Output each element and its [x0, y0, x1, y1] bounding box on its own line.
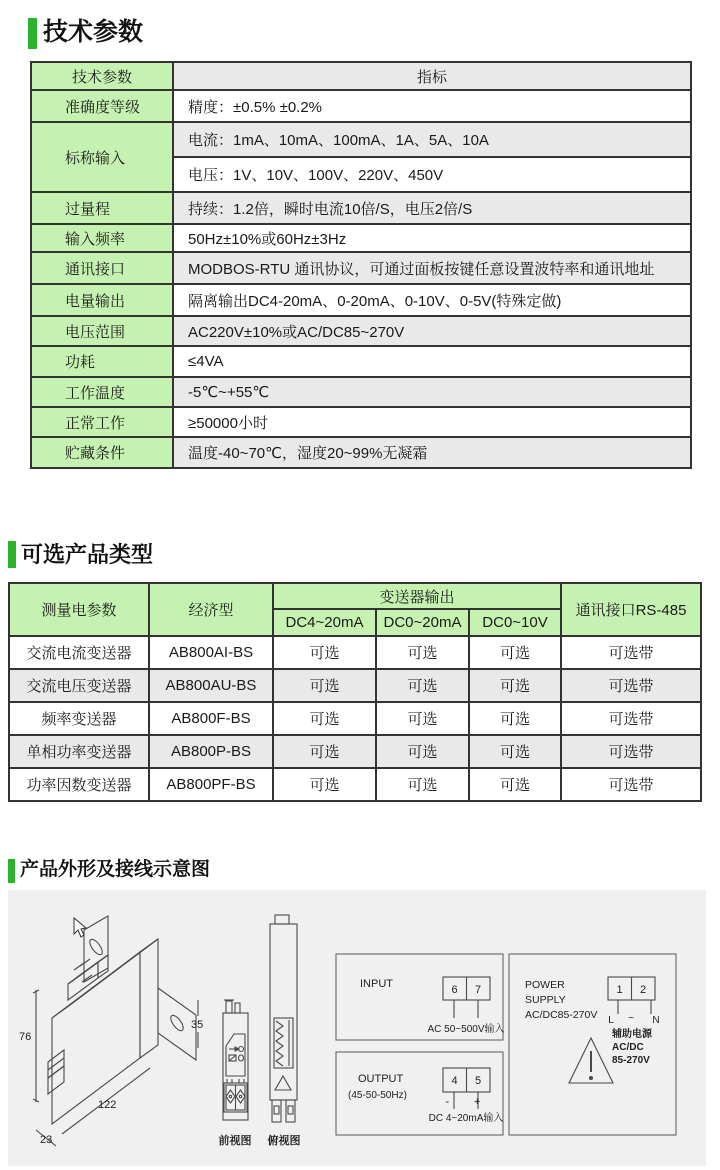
product-opt: 可选 [469, 636, 561, 669]
warning-triangle-icon [569, 1038, 613, 1083]
product-opt: 可选 [273, 669, 376, 702]
param-label: 准确度等级 [31, 90, 173, 122]
input-terminals [443, 977, 490, 1018]
param-label: 功耗 [31, 346, 173, 377]
table-row [31, 192, 691, 224]
col-header-comm: 通讯接口RS-485 [561, 583, 701, 636]
input-title: INPUT [360, 978, 393, 990]
output-minus-label: - [445, 1096, 449, 1108]
product-opt: 可选 [273, 768, 376, 801]
product-opt: 可选 [273, 735, 376, 768]
din-clip [48, 1050, 64, 1094]
param-value: 温度-40~70℃，湿度20~99%无凝霜 [173, 437, 691, 468]
product-opt: 可选 [376, 669, 469, 702]
col-header-out1: DC4~20mA [273, 609, 376, 636]
top-view-drawing [270, 915, 297, 1122]
power-title-line1: POWER [525, 979, 565, 991]
dim-flange-label: 35 [191, 1019, 204, 1031]
param-value: 电流：1mA、10mA、100mA、1A、5A、10A [173, 122, 691, 157]
power-title-line2: SUPPLY [525, 994, 566, 1006]
power-aux-line1: 辅助电源 [612, 1029, 652, 1040]
input-caption: AC 50~500V输入 [427, 1024, 505, 1035]
param-value: MODBOS-RTU 通讯协议，可通过面板按键任意设置波特率和通讯地址 [173, 252, 691, 284]
input-terminal-6: 6 [451, 984, 458, 996]
power-terminals [608, 977, 655, 1014]
outline-wiring-drawing [8, 890, 706, 1166]
product-comm: 可选带 [561, 768, 701, 801]
power-l-label: L [608, 1015, 614, 1026]
param-label: 电量输出 [31, 284, 173, 316]
section-title-products: 可选产品类型 [21, 542, 154, 567]
product-name: 交流电压变送器 [9, 669, 149, 702]
product-model: AB800AU-BS [149, 669, 273, 702]
output-terminals [443, 1068, 490, 1109]
outline-wiring-panel [8, 890, 706, 1166]
table-row [31, 407, 691, 437]
top-view-label: 俯视图 [267, 1135, 301, 1147]
power-n-label: N [652, 1015, 660, 1026]
product-opt: 可选 [376, 702, 469, 735]
tech-header-index: 指标 [173, 62, 691, 90]
product-row [9, 702, 701, 735]
output-terminal-4: 4 [451, 1075, 458, 1087]
product-name: 交流电流变送器 [9, 636, 149, 669]
product-opt: 可选 [469, 702, 561, 735]
product-model: AB800P-BS [149, 735, 273, 768]
param-value: -5℃~+55℃ [173, 377, 691, 407]
col-header-economy: 经济型 [149, 583, 273, 636]
product-name: 单相功率变送器 [9, 735, 149, 768]
table-row [31, 346, 691, 377]
table-row [31, 437, 691, 468]
param-label: 贮藏条件 [31, 437, 173, 468]
param-label: 过量程 [31, 192, 173, 224]
param-label: 输入频率 [31, 224, 173, 252]
product-opt: 可选 [469, 735, 561, 768]
product-name: 功率因数变送器 [9, 768, 149, 801]
section-title-tech: 技术参数 [43, 18, 144, 46]
power-terminal-1: 1 [616, 984, 623, 996]
dim-depth-label: 23 [40, 1134, 53, 1146]
product-row [9, 669, 701, 702]
power-title-line3: AC/DC85-270V [525, 1009, 598, 1021]
table-row [9, 583, 701, 609]
product-opt: 可选 [376, 636, 469, 669]
power-terminal-2: 2 [639, 984, 647, 996]
product-row [9, 768, 701, 801]
product-opt: 可选 [376, 735, 469, 768]
rear-flange [84, 916, 108, 982]
output-title: OUTPUT [358, 1073, 404, 1085]
output-plus-label: + [474, 1096, 481, 1108]
param-label: 通讯接口 [31, 252, 173, 284]
table-row [31, 62, 691, 90]
output-caption: DC 4~20mA输入 [428, 1113, 504, 1124]
param-label: 工作温度 [31, 377, 173, 407]
param-label: 标称输入 [31, 122, 173, 192]
product-model: AB800PF-BS [149, 768, 273, 801]
param-value: 持续：1.2倍，瞬时电流10倍/S，电压2倍/S [173, 192, 691, 224]
table-row [31, 316, 691, 346]
product-model: AB800AI-BS [149, 636, 273, 669]
product-row [9, 735, 701, 768]
output-freq: (45-50-50Hz) [348, 1090, 407, 1101]
product-name: 频率变送器 [9, 702, 149, 735]
dim-length-label: 122 [98, 1099, 117, 1111]
param-label: 正常工作 [31, 407, 173, 437]
table-row [31, 224, 691, 252]
power-aux-line3: 85-270V [612, 1055, 650, 1066]
product-row [9, 636, 701, 669]
product-opt: 可选 [469, 768, 561, 801]
isometric-module-view [33, 916, 198, 1146]
table-row [31, 252, 691, 284]
power-aux-line2: AC/DC [612, 1042, 644, 1053]
param-value: 精度：±0.5% ±0.2% [173, 90, 691, 122]
product-opt: 可选 [273, 702, 376, 735]
table-row [31, 90, 691, 122]
front-view-label: 前视图 [218, 1135, 252, 1147]
product-types-table [8, 582, 702, 802]
section-accent-bar-tech [28, 18, 37, 49]
col-header-out2: DC0~20mA [376, 609, 469, 636]
param-value: ≤4VA [173, 346, 691, 377]
param-value: AC220V±10%或AC/DC85~270V [173, 316, 691, 346]
param-value: ≥50000小时 [173, 407, 691, 437]
param-value: 50Hz±10%或60Hz±3Hz [173, 224, 691, 252]
tech-params-table [30, 61, 692, 469]
table-row [31, 284, 691, 316]
product-opt: 可选 [273, 636, 376, 669]
front-view-drawing [223, 1000, 248, 1120]
product-comm: 可选带 [561, 636, 701, 669]
section-accent-bar-products [8, 541, 16, 568]
param-value: 电压：1V、10V、100V、220V、450V [173, 157, 691, 192]
product-comm: 可选带 [561, 702, 701, 735]
product-comm: 可选带 [561, 669, 701, 702]
product-opt: 可选 [376, 768, 469, 801]
tech-header-param: 技术参数 [31, 62, 173, 90]
col-header-output-group: 变送器输出 [273, 583, 561, 609]
section-accent-bar-outline [8, 859, 15, 883]
table-row [31, 122, 691, 157]
product-comm: 可选带 [561, 735, 701, 768]
product-opt: 可选 [469, 669, 561, 702]
input-terminal-7: 7 [474, 984, 482, 996]
param-label: 电压范围 [31, 316, 173, 346]
output-terminal-5: 5 [474, 1075, 482, 1087]
table-row [31, 377, 691, 407]
col-header-out3: DC0~10V [469, 609, 561, 636]
section-title-outline: 产品外形及接线示意图 [20, 859, 211, 880]
top-terminal-block [68, 955, 108, 1000]
product-model: AB800F-BS [149, 702, 273, 735]
power-tilde-label: ~ [628, 1013, 634, 1024]
param-value: 隔离输出DC4-20mA、0-20mA、0-10V、0-5V(特殊定做) [173, 284, 691, 316]
col-header-param: 测量电参数 [9, 583, 149, 636]
dim-height-label: 76 [19, 1031, 32, 1043]
